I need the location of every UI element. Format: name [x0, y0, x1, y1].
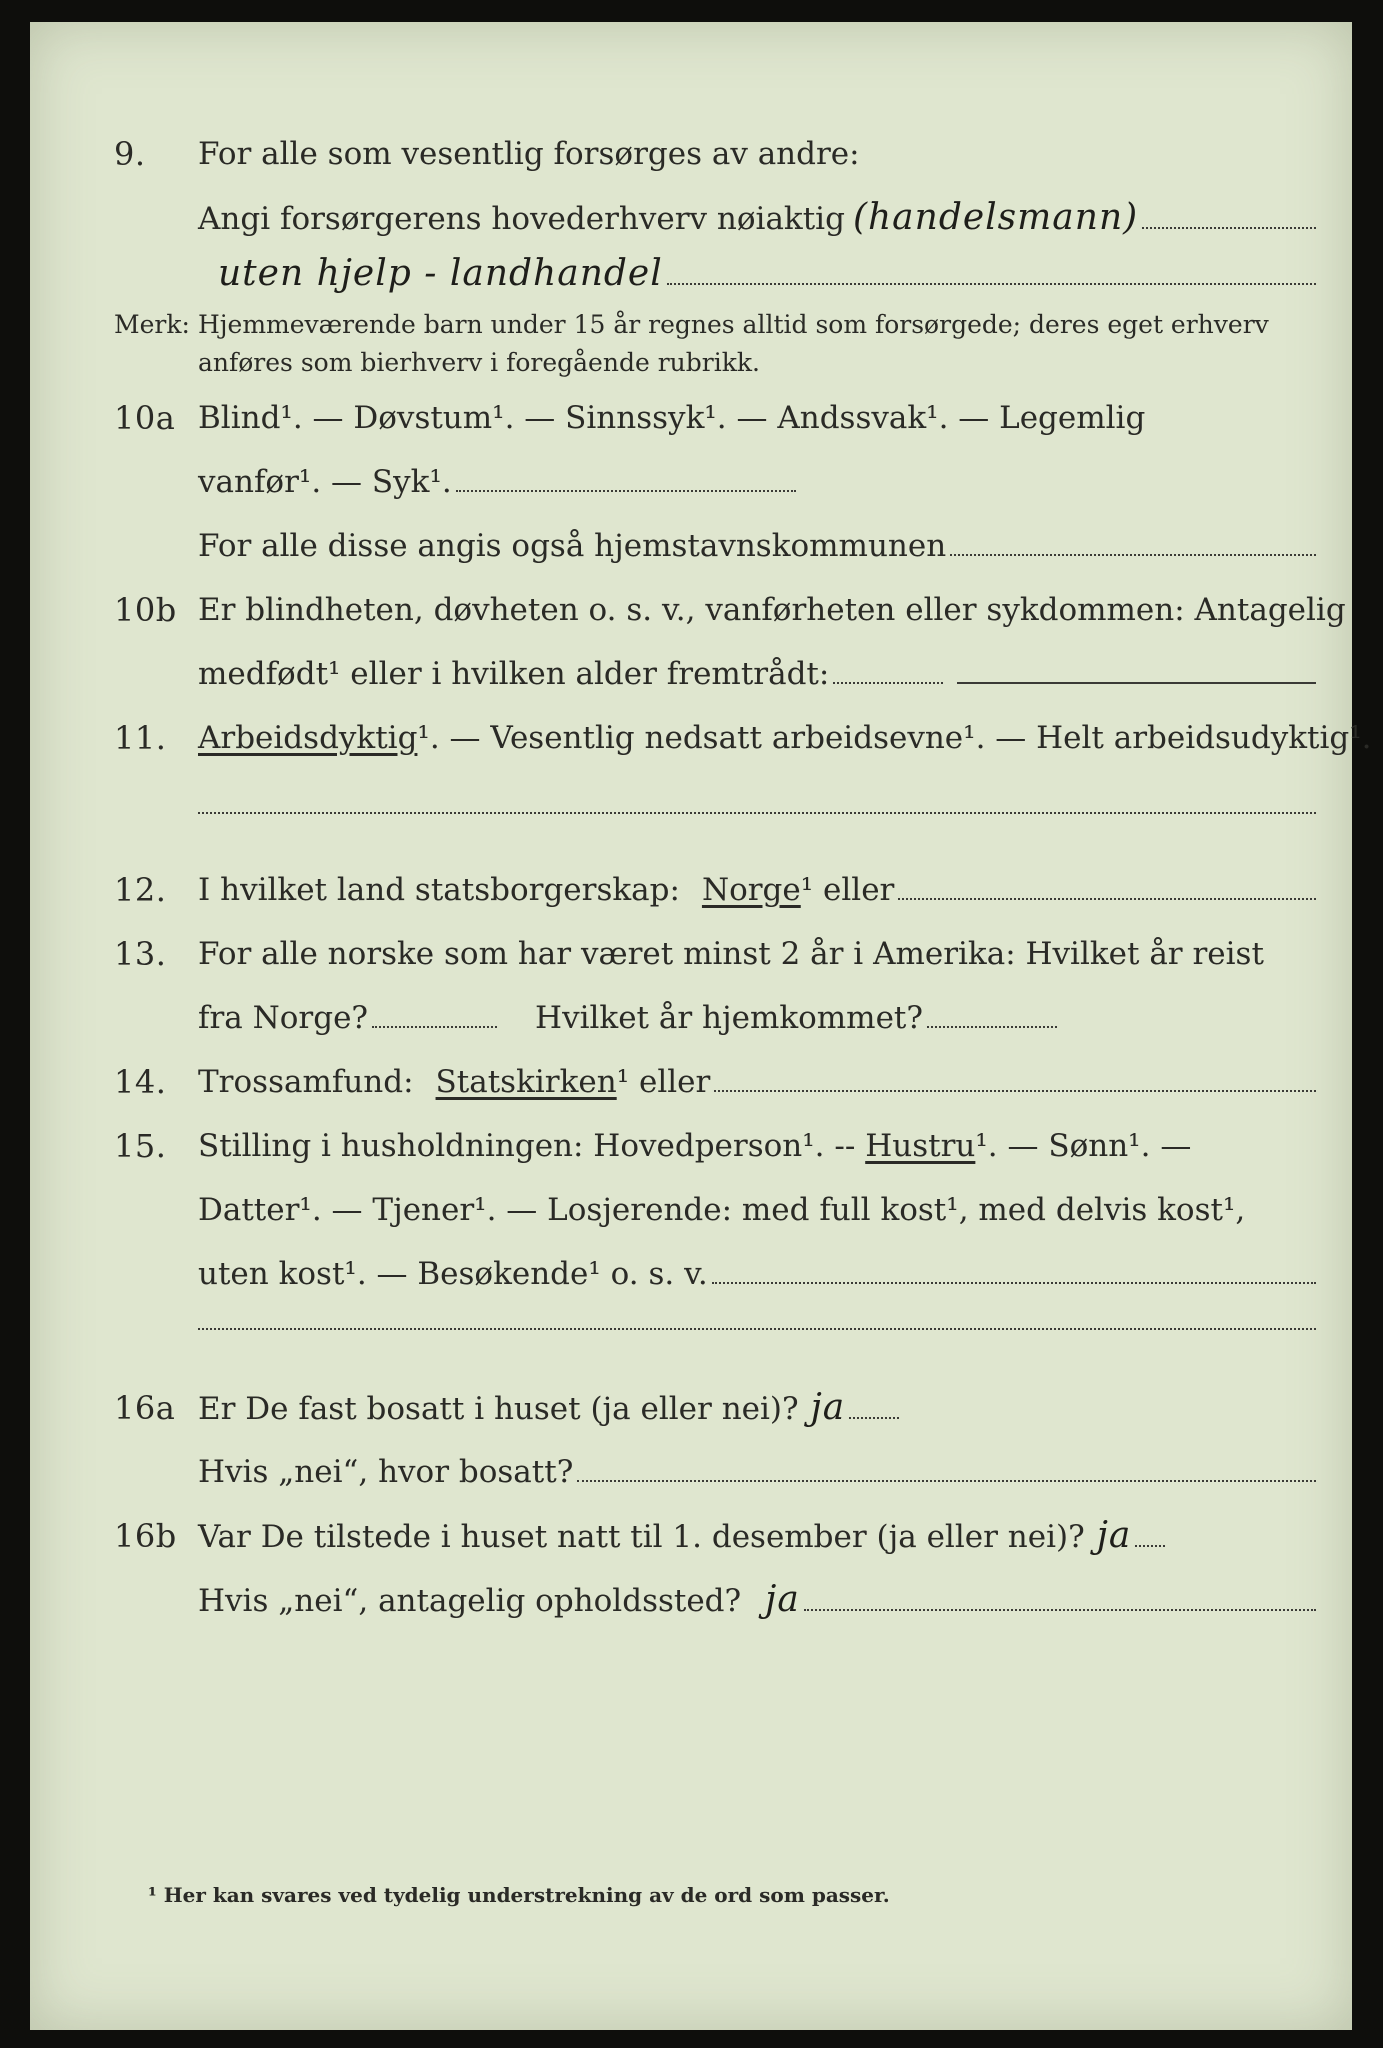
- q16b-fill-line2[interactable]: [804, 1583, 1316, 1611]
- q15-text1b: ¹. — Sønn¹. —: [975, 1128, 1192, 1164]
- q10a-text2: vanfør¹. — Syk¹.: [198, 464, 452, 500]
- q10b-text2: medfødt¹ eller i hvilken alder fremtrådt:: [198, 656, 830, 692]
- q14-fill-line[interactable]: [714, 1064, 1316, 1092]
- q10a-text1: Blind¹. — Døvstum¹. — Sinnssyk¹. — Andssvak¹. — Legemlig: [198, 400, 1146, 436]
- q9-text2: Angi forsørgerens hovederhverv nøiaktig: [198, 201, 845, 237]
- q16a-fill-line1[interactable]: [849, 1391, 899, 1419]
- q12-number: 12.: [114, 871, 167, 909]
- q13-number: 13.: [114, 935, 167, 973]
- q14-underlined-answer: Statskirken: [435, 1064, 617, 1100]
- q15-line1: [30, 1126, 1352, 1166]
- q16a-fill-line2[interactable]: [577, 1454, 1316, 1482]
- q16a-line1: [30, 1388, 1352, 1428]
- q16b-line1: [30, 1516, 1352, 1556]
- q9-text1: For alle som vesentlig forsørges av andre:: [198, 136, 860, 172]
- merk-note: [114, 306, 1316, 382]
- q14-text: Trossamfund:: [198, 1064, 414, 1100]
- q16b-handwritten-answer2: ja: [765, 1579, 800, 1620]
- q10a-fill-line1[interactable]: [456, 464, 796, 492]
- q9-handwritten-detail: uten hjelp - landhandel: [218, 253, 663, 294]
- q10b-fill-line2[interactable]: [957, 656, 1316, 684]
- q11-text: ¹. — Vesentlig nedsatt arbeidsevne¹. — Helt arbeidsudyktig¹.: [417, 720, 1372, 756]
- q9-fill-line2[interactable]: [667, 257, 1316, 285]
- q14-number: 14.: [114, 1063, 167, 1101]
- q13-line2: [30, 998, 1352, 1038]
- q9-handwritten-occupation: (handelsmann): [852, 197, 1139, 238]
- q15-text1a: Stilling i husholdningen: Hovedperson¹. --: [198, 1128, 866, 1164]
- q13-text1: For alle norske som har været minst 2 år i Amerika: Hvilket år reist: [198, 936, 1264, 972]
- q11-fill-line[interactable]: [198, 812, 1316, 814]
- q10a-line3: [30, 526, 1352, 566]
- q15-fill-line2[interactable]: [198, 1328, 1316, 1330]
- q12-text-after: ¹ eller: [800, 872, 895, 908]
- q10a-text3: For alle disse angis også hjemstavnskommunen: [198, 528, 947, 564]
- q14-line: [30, 1062, 1352, 1102]
- q9-fill-line1[interactable]: [1142, 201, 1316, 229]
- q9-number: 9.: [114, 135, 146, 173]
- q16b-line2: [30, 1580, 1352, 1620]
- q16b-number: 16b: [114, 1517, 177, 1555]
- q10b-text1: Er blindheten, døvheten o. s. v., vanførheten eller sykdommen: Antagelig: [198, 592, 1346, 628]
- q15-number: 15.: [114, 1127, 167, 1165]
- census-form-page: [30, 22, 1372, 2030]
- q9-line3: [30, 254, 1352, 294]
- q10a-fill-line2[interactable]: [950, 528, 1316, 556]
- q9-line1: [30, 134, 1352, 174]
- q13-line1: [30, 934, 1352, 974]
- q14-text-after: ¹ eller: [616, 1064, 711, 1100]
- q15-line3: [30, 1254, 1352, 1294]
- q10b-number: 10b: [114, 591, 177, 629]
- q16a-text2: Hvis „nei“, hvor bosatt?: [198, 1454, 574, 1490]
- q12-underlined-answer: Norge: [701, 872, 801, 908]
- q15-fill-line1[interactable]: [712, 1256, 1316, 1284]
- q15-line2: [30, 1190, 1352, 1230]
- q13-text2a: fra Norge?: [198, 1000, 369, 1036]
- merk-text: Hjemmeværende barn under 15 år regnes alltid som forsørgede; deres eget erhverv anføres som bierhverv i foregående rubrikk.: [198, 310, 1269, 377]
- q9-line2: [30, 198, 1352, 238]
- q16b-fill-line1[interactable]: [1135, 1519, 1165, 1547]
- q16a-line2: [30, 1452, 1352, 1492]
- q11-line: [30, 718, 1372, 758]
- q11-underlined-answer: Arbeidsdyktig: [198, 720, 418, 756]
- q12-text: I hvilket land statsborgerskap:: [198, 872, 680, 908]
- q16a-text1: Er De fast bosatt i huset (ja eller nei)?: [198, 1391, 799, 1427]
- q16b-text2: Hvis „nei“, antagelig opholdssted?: [198, 1583, 742, 1619]
- q12-fill-line[interactable]: [898, 872, 1316, 900]
- q15-text3: uten kost¹. — Besøkende¹ o. s. v.: [198, 1256, 708, 1292]
- q10b-fill-line1[interactable]: [833, 656, 943, 684]
- q10a-line1: [30, 398, 1352, 438]
- q13-fill-line2[interactable]: [927, 1000, 1057, 1028]
- q11-number: 11.: [114, 719, 167, 757]
- footnote: ¹ Her kan svares ved tydelig understrekning av de ord som passer.: [148, 1883, 890, 1907]
- q15-underlined-answer: Hustru: [865, 1128, 976, 1164]
- q16b-text1: Var De tilstede i huset natt til 1. desember (ja eller nei)?: [198, 1519, 1085, 1555]
- q10a-line2: [30, 462, 1352, 502]
- q10a-number: 10a: [114, 399, 176, 437]
- q16a-handwritten-answer: ja: [810, 1387, 846, 1428]
- q15-text2: Datter¹. — Tjener¹. — Losjerende: med full kost¹, med delvis kost¹,: [198, 1192, 1246, 1228]
- q10b-line1: [30, 590, 1352, 630]
- merk-label: Merk:: [114, 310, 190, 339]
- q13-text2b: Hvilket år hjemkommet?: [535, 1000, 924, 1036]
- q10b-line2: [30, 654, 1352, 694]
- q16a-number: 16a: [114, 1389, 176, 1427]
- q12-line: [30, 870, 1352, 910]
- q16b-handwritten-answer1: ja: [1096, 1515, 1132, 1556]
- q13-fill-line1[interactable]: [372, 1000, 497, 1028]
